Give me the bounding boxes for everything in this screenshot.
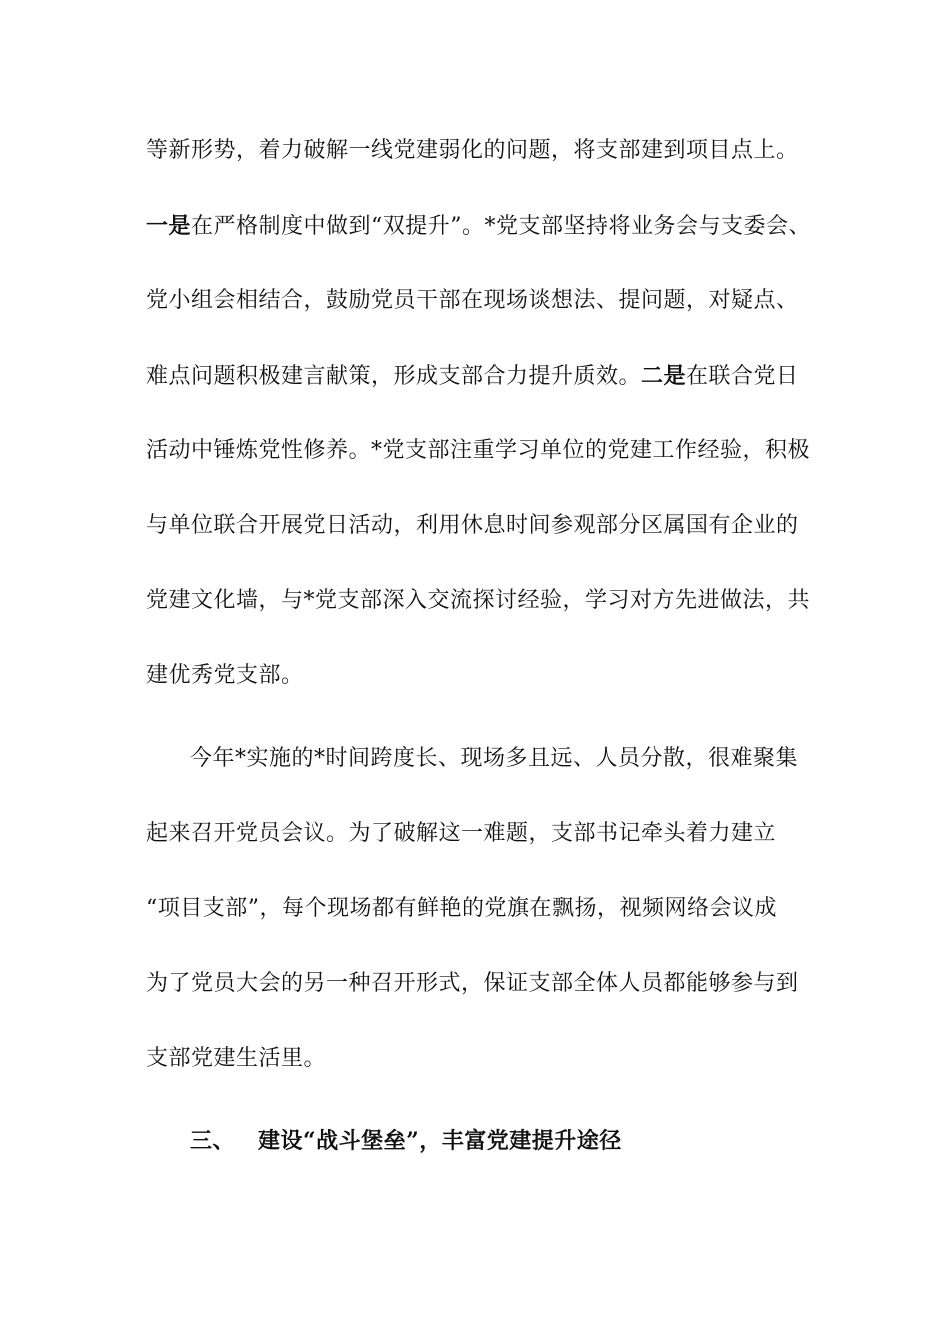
text-span: 难点问题积极建言献策，形成支部合力提升质效。 <box>146 364 642 389</box>
paragraph-line <box>146 819 776 849</box>
paragraph-line <box>146 969 799 999</box>
text-span: 建优秀党支部。 <box>146 663 304 688</box>
bold-lead: 二是 <box>641 363 687 389</box>
section-heading <box>190 1126 622 1156</box>
paragraph-line <box>146 661 304 691</box>
bold-lead: 一是 <box>146 213 192 239</box>
text-span: 等新形势，着力破解一线党建弱化的问题，将支部建到项目点上。 <box>146 138 799 163</box>
section-title: 建设“战斗堡垒”，丰富党建提升途径 <box>258 1128 622 1154</box>
text-span: 支部党建生活里。 <box>146 1046 327 1071</box>
text-span: 活动中锤炼党性修养。*党支部注重学习单位的党建工作经验，积极 <box>146 438 811 463</box>
paragraph-line <box>146 586 810 616</box>
section-number: 三、 <box>190 1128 236 1154</box>
text-span: 今年*实施的*时间跨度长、现场多且远、人员分散，很难聚集 <box>190 746 799 771</box>
text-span: 与单位联合开展党日活动，利用休息时间参观部分区属国有企业的 <box>146 513 799 538</box>
paragraph-line <box>146 361 799 392</box>
text-span: 在严格制度中做到“双提升”。*党支部坚持将业务会与支委会、 <box>191 214 812 239</box>
text-span: 党小组会相结合，鼓励党员干部在现场谈想法、提问题，对疑点、 <box>146 288 799 313</box>
paragraph-line <box>146 286 799 316</box>
paragraph-line <box>146 894 777 924</box>
paragraph-line <box>146 136 799 166</box>
text-span: 在联合党日 <box>686 364 799 389</box>
text-span: “项目支部”，每个现场都有鲜艳的党旗在飘扬，视频网络会议成 <box>146 896 777 921</box>
paragraph-line <box>146 511 799 541</box>
paragraph-line <box>190 744 798 774</box>
text-span: 起来召开党员会议。为了破解这一难题，支部书记牵头着力建立 <box>146 821 777 846</box>
paragraph-line <box>146 436 810 466</box>
text-span: 为了党员大会的另一种召开形式，保证支部全体人员都能够参与到 <box>146 971 799 996</box>
text-span: 党建文化墙，与*党支部深入交流探讨经验，学习对方先进做法，共 <box>146 588 811 613</box>
paragraph-line <box>146 1044 326 1074</box>
paragraph-line <box>146 211 811 242</box>
